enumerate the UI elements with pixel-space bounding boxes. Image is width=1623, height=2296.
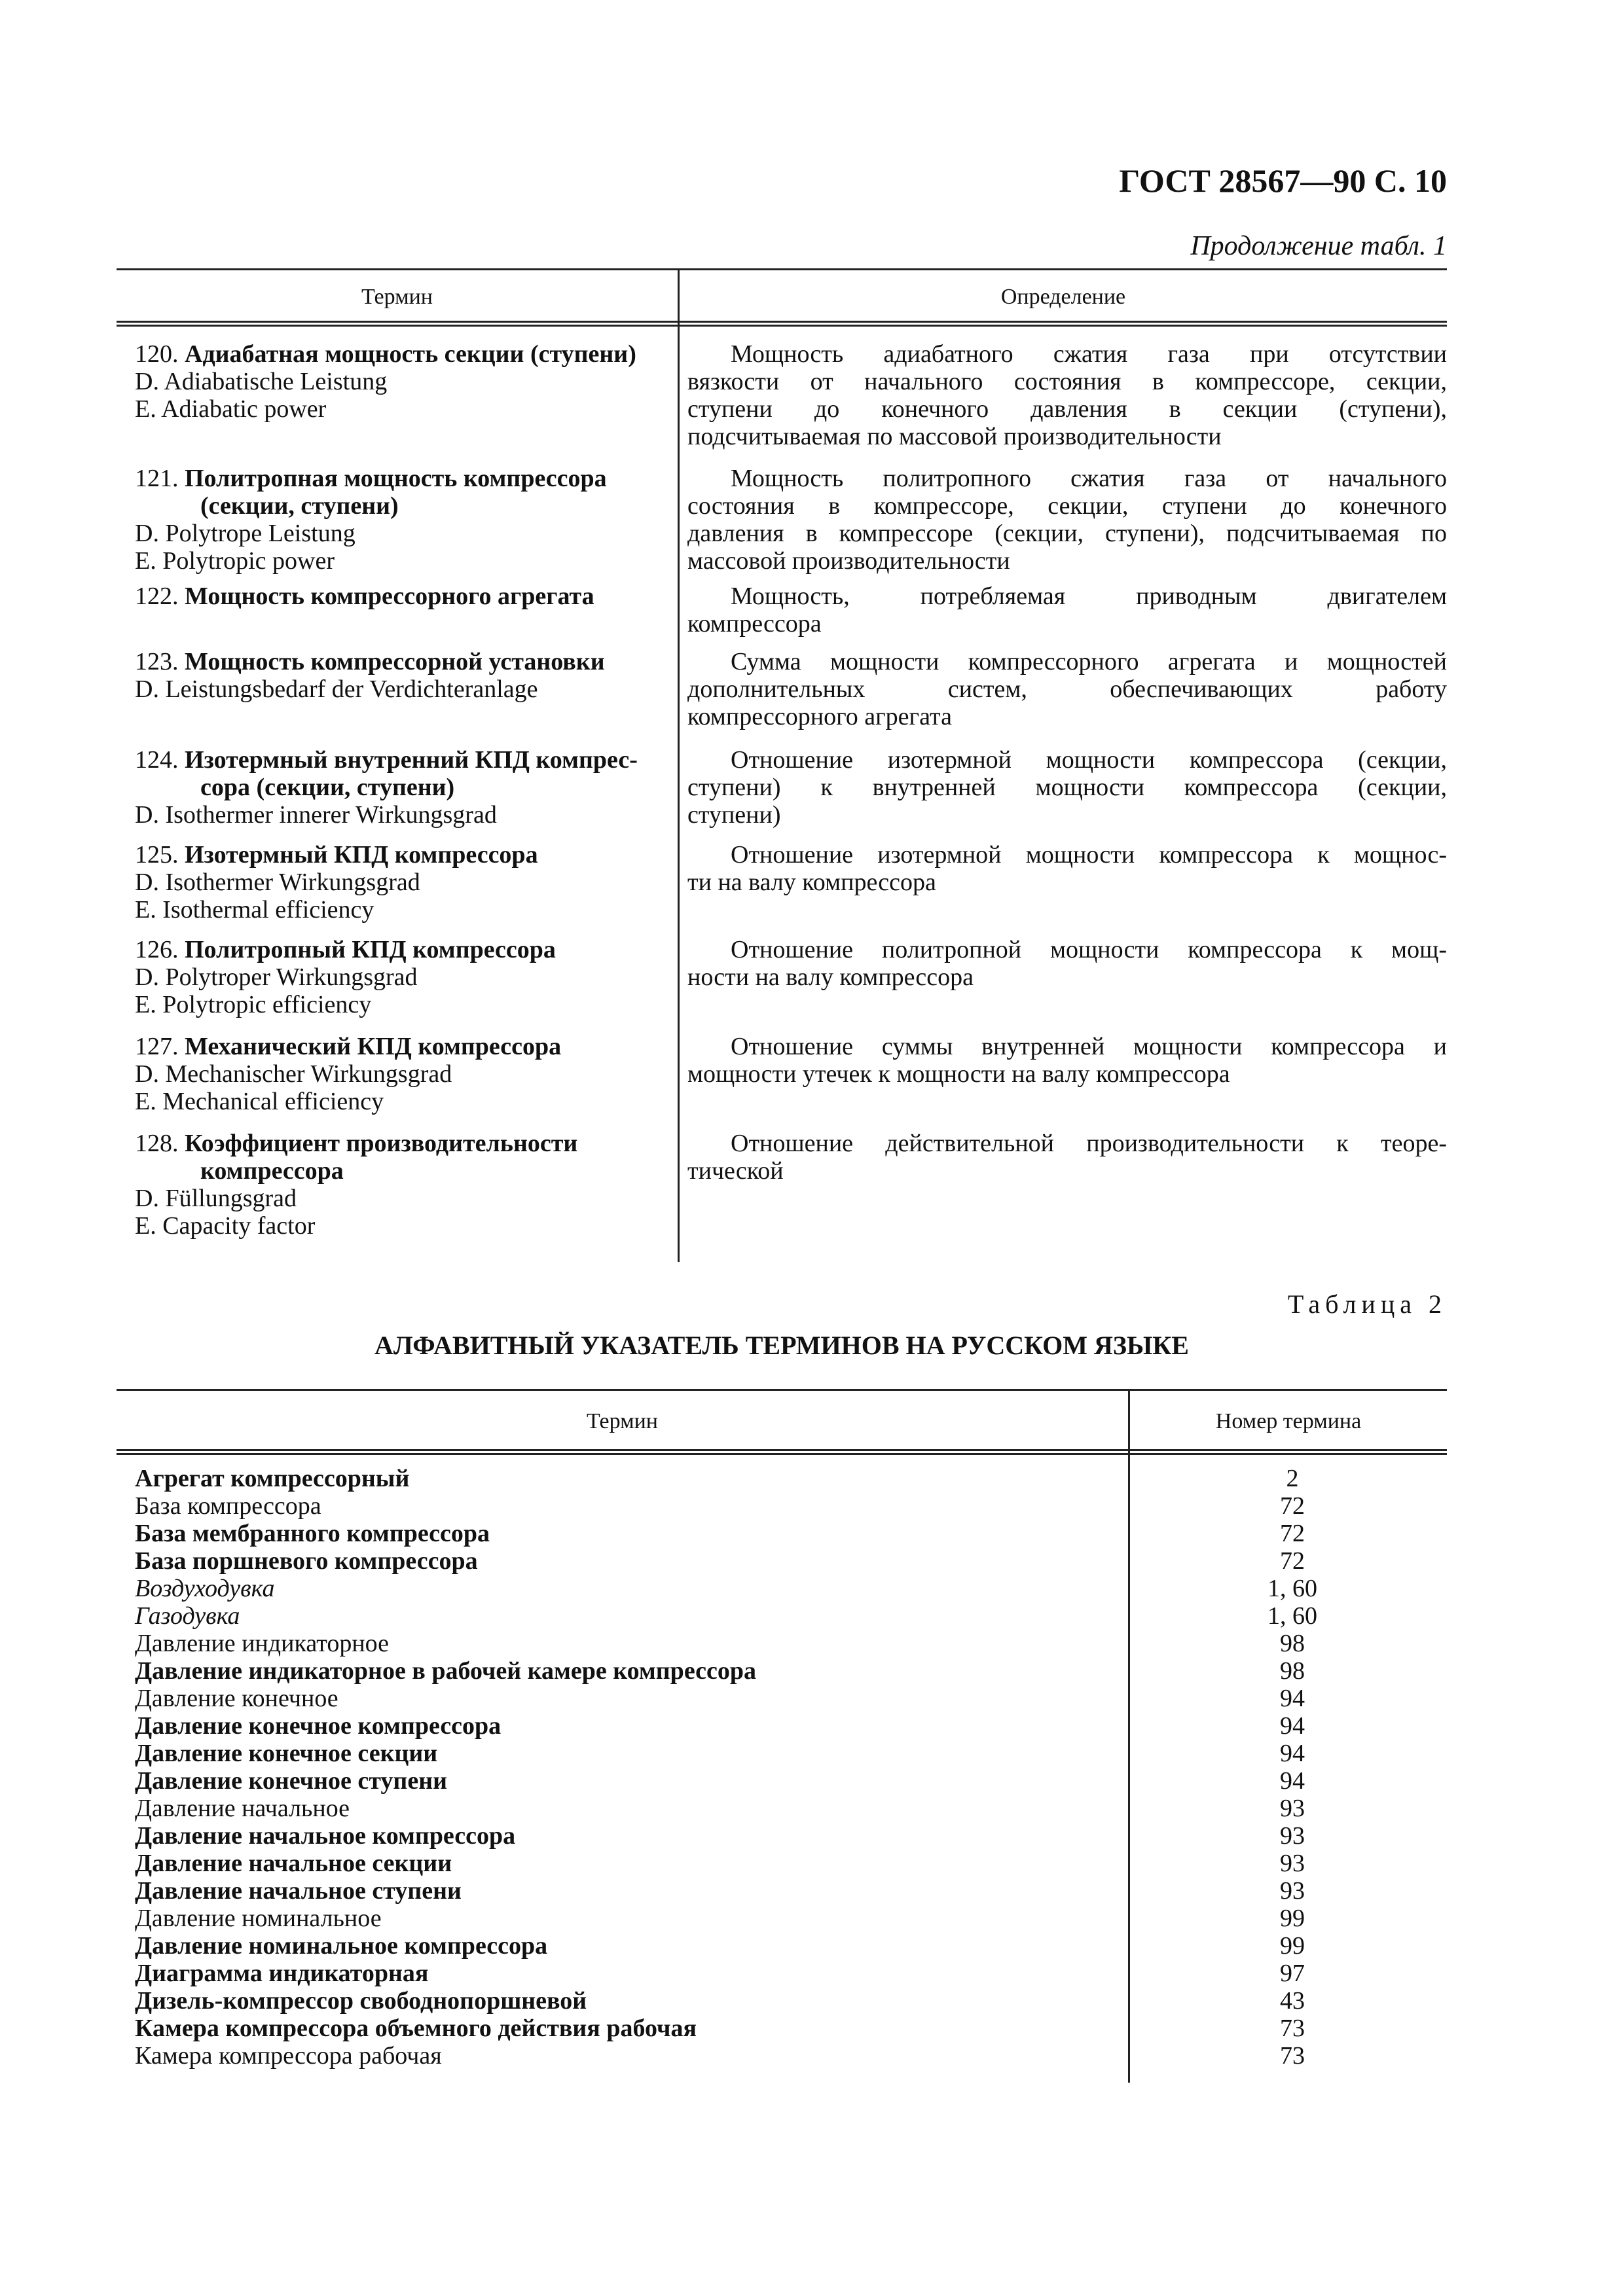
term-name: Политропная мощность компрессора — [185, 465, 607, 492]
index-term: Давление начальное секции — [135, 1850, 452, 1877]
definition-line: ступени) — [687, 801, 781, 829]
index-term: Давление начальное — [135, 1795, 350, 1822]
term-cell — [135, 1130, 659, 1240]
definition-line: мощности утечек к мощности на валу компрессора — [687, 1060, 1230, 1088]
term-cell — [135, 583, 659, 610]
index-term-number: 43 — [1280, 1987, 1305, 2015]
definition-line: подсчитываемая по массовой производительности — [687, 423, 1222, 450]
term-number: 128. — [135, 1130, 179, 1157]
index-term-list — [135, 1465, 1117, 2070]
term-cell — [135, 465, 659, 575]
term-name: Коэффициент производительности — [185, 1130, 578, 1157]
german-equivalent: D. Polytrope Leistung — [135, 520, 356, 547]
index-term: Давление конечное компрессора — [135, 1712, 501, 1740]
term-title — [135, 746, 659, 774]
term-cell — [135, 841, 659, 924]
index-term-number: 2 — [1286, 1465, 1299, 1492]
index-term-number: 99 — [1280, 1932, 1305, 1960]
table-top-rule — [117, 268, 1447, 270]
index-term: База поршневого компрессора — [135, 1547, 478, 1575]
table-continuation-label: Продолжение табл. 1 — [1190, 231, 1447, 261]
term-title — [135, 1033, 659, 1060]
index-term: Давление начальное ступени — [135, 1877, 462, 1905]
definition-cell — [687, 583, 1447, 637]
definition-line: компрессорного агрегата — [687, 703, 952, 730]
definition-line: состояния в компрессоре, секции, ступени до конечного — [687, 492, 1447, 520]
term-title — [135, 465, 659, 492]
index-term: Камера компрессора рабочая — [135, 2042, 442, 2070]
definition-line: вязкости от начального состояния в компрессоре, секции, — [687, 368, 1447, 395]
term-number: 122. — [135, 583, 179, 610]
index-term: Давление номинальное компрессора — [135, 1932, 548, 1960]
foreign-equivalent: E. Isothermal efficiency — [135, 896, 374, 924]
definition-cell — [687, 465, 1447, 575]
term-cell — [135, 936, 659, 1018]
index-term-number: 72 — [1280, 1520, 1305, 1547]
definition-line: Отношение политропной мощности компрессора к мощ- — [731, 936, 1447, 963]
definition-line: ности на валу компрессора — [687, 963, 974, 991]
term-number: 120. — [135, 340, 179, 368]
definition-line: компрессора — [687, 610, 822, 637]
index-term-number: 93 — [1280, 1850, 1305, 1877]
foreign-equivalent: E. Adiabatic power — [135, 395, 327, 423]
term-name: Изотермный КПД компрессора — [185, 841, 538, 869]
term-number: 126. — [135, 936, 179, 963]
definition-line: дополнительных систем, обеспечивающих работу — [687, 675, 1447, 703]
index-term: Давление конечное — [135, 1685, 338, 1712]
term-title — [135, 583, 659, 610]
definition-cell — [687, 340, 1447, 450]
index-number-list — [1138, 1465, 1447, 2070]
definition-cell — [687, 1130, 1447, 1185]
index-term-number: 99 — [1280, 1905, 1305, 1932]
index-term-number: 94 — [1280, 1712, 1305, 1740]
index-term: Газодувка — [135, 1602, 240, 1630]
column-header-number: Номер термина — [1215, 1409, 1362, 1433]
term-title — [135, 841, 659, 869]
index-term: База мембранного компрессора — [135, 1520, 490, 1547]
definition-line: ступени до конечного давления в секции (ступени), — [687, 395, 1447, 423]
term-cell — [135, 746, 659, 829]
foreign-equivalent: E. Capacity factor — [135, 1212, 316, 1240]
index-term-number: 73 — [1280, 2015, 1305, 2042]
index-term: Давление номинальное — [135, 1905, 382, 1932]
german-equivalent: D. Polytroper Wirkungsgrad — [135, 963, 418, 991]
index-term: Давление начальное компрессора — [135, 1822, 516, 1850]
term-number: 124. — [135, 746, 179, 774]
index-term-number: 1, 60 — [1267, 1602, 1317, 1630]
definition-line: Отношение изотермной мощности компрессора (секции, — [731, 746, 1447, 774]
definition-line: Мощность, потребляемая приводным двигателем — [731, 583, 1447, 610]
term-cell — [135, 1033, 659, 1115]
index-term: Воздуходувка — [135, 1575, 275, 1602]
term-title — [135, 936, 659, 963]
definition-cell — [687, 746, 1447, 829]
term-cell — [135, 648, 659, 703]
index-term-number: 94 — [1280, 1685, 1305, 1712]
term-name-continued: сора (секции, ступени) — [200, 774, 455, 801]
definition-cell — [687, 648, 1447, 730]
definition-line: Отношение действительной производительности к теоре- — [731, 1130, 1447, 1157]
german-equivalent: D. Isothermer Wirkungsgrad — [135, 869, 420, 896]
index-term-number: 94 — [1280, 1767, 1305, 1795]
definition-line: массовой производительности — [687, 547, 1010, 575]
index-term-number: 98 — [1280, 1630, 1305, 1657]
german-equivalent: D. Füllungsgrad — [135, 1185, 297, 1212]
column-header-definition: Определение — [1000, 285, 1126, 309]
definition-line: Сумма мощности компрессорного агрегата и мощностей — [731, 648, 1447, 675]
column-header-term: Термин — [587, 1409, 658, 1433]
header-rule — [117, 1449, 1447, 1451]
term-name: Изотермный внутренний КПД компрес- — [185, 746, 638, 774]
definition-line: тической — [687, 1157, 784, 1185]
table2-label: Таблица 2 — [1287, 1289, 1447, 1319]
term-title — [135, 340, 659, 368]
index-term-number: 93 — [1280, 1877, 1305, 1905]
german-equivalent: D. Mechanischer Wirkungsgrad — [135, 1060, 452, 1088]
definition-cell — [687, 1033, 1447, 1088]
index-term: Агрегат компрессорный — [135, 1465, 410, 1492]
index-term: Диаграмма индикаторная — [135, 1960, 429, 1987]
definition-cell — [687, 936, 1447, 991]
column-header-term: Термин — [361, 285, 433, 309]
index-term-number: 97 — [1280, 1960, 1305, 1987]
index-term: Камера компрессора объемного действия рабочая — [135, 2015, 697, 2042]
term-title — [135, 648, 659, 675]
header-rule — [117, 321, 1447, 323]
index-term-number: 98 — [1280, 1657, 1305, 1685]
term-number: 123. — [135, 648, 179, 675]
index-term-number: 72 — [1280, 1492, 1305, 1520]
index-term: Давление индикаторное — [135, 1630, 389, 1657]
index-term-number: 72 — [1280, 1547, 1305, 1575]
term-name: Мощность компрессорного агрегата — [185, 583, 594, 610]
table2-title: АЛФАВИТНЫЙ УКАЗАТЕЛЬ ТЕРМИНОВ НА РУССКОМ ЯЗЫКЕ — [374, 1331, 1189, 1360]
foreign-equivalent: E. Polytropic efficiency — [135, 991, 372, 1018]
definition-line: давления в компрессоре (секции, ступени), подсчитываемая по — [687, 520, 1447, 547]
term-title — [135, 1130, 659, 1157]
page-title: ГОСТ 28567—90 С. 10 — [1119, 162, 1447, 199]
definition-line: Отношение изотермной мощности компрессора к мощнос- — [731, 841, 1447, 869]
header-rule-double — [117, 1453, 1447, 1455]
term-cell — [135, 340, 659, 423]
index-term: Давление индикаторное в рабочей камере компрессора — [135, 1657, 757, 1685]
german-equivalent: D. Isothermer innerer Wirkungsgrad — [135, 801, 497, 829]
definition-line: ти на валу компрессора — [687, 869, 936, 896]
definition-line: ступени) к внутренней мощности компрессора (секции, — [687, 774, 1447, 801]
term-name: Мощность компрессорной установки — [185, 648, 605, 675]
term-name-continued: (секции, ступени) — [200, 492, 399, 520]
definition-line: Мощность адиабатного сжатия газа при отсутствии — [731, 340, 1447, 368]
term-name-continued: компрессора — [200, 1157, 344, 1185]
term-name: Политропный КПД компрессора — [185, 936, 556, 963]
term-number: 127. — [135, 1033, 179, 1060]
term-name: Механический КПД компрессора — [185, 1033, 562, 1060]
term-number: 125. — [135, 841, 179, 869]
index-term: База компрессора — [135, 1492, 321, 1520]
foreign-equivalent: E. Mechanical efficiency — [135, 1088, 384, 1115]
term-name: Адиабатная мощность секции (ступени) — [185, 340, 636, 368]
index-term-number: 93 — [1280, 1795, 1305, 1822]
definition-line: Мощность политропного сжатия газа от начального — [731, 465, 1447, 492]
definition-line: Отношение суммы внутренней мощности компрессора и — [731, 1033, 1447, 1060]
index-term: Давление конечное секции — [135, 1740, 438, 1767]
index-term-number: 73 — [1280, 2042, 1305, 2070]
index-term: Давление конечное ступени — [135, 1767, 447, 1795]
term-number: 121. — [135, 465, 179, 492]
german-equivalent: D. Adiabatische Leistung — [135, 368, 388, 395]
index-term-number: 94 — [1280, 1740, 1305, 1767]
index-term: Дизель-компрессор свободнопоршневой — [135, 1987, 587, 2015]
definition-cell — [687, 841, 1447, 896]
terms-table — [117, 268, 1447, 1262]
column-divider — [678, 268, 680, 1262]
column-divider — [1128, 1389, 1130, 2083]
index-table — [117, 1389, 1447, 2083]
header-rule-double — [117, 325, 1447, 327]
index-term-number: 1, 60 — [1267, 1575, 1317, 1602]
table-top-rule — [117, 1389, 1447, 1391]
foreign-equivalent: E. Polytropic power — [135, 547, 335, 575]
german-equivalent: D. Leistungsbedarf der Verdichteranlage — [135, 675, 538, 703]
index-term-number: 93 — [1280, 1822, 1305, 1850]
